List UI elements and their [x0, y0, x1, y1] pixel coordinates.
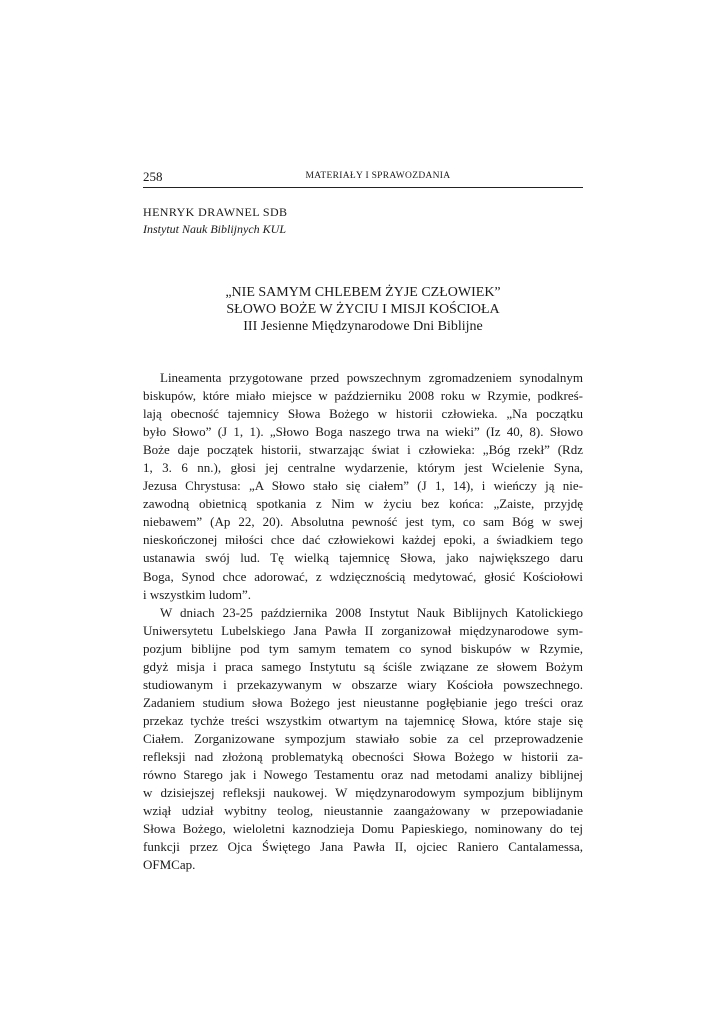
body-line: Boże daje początek historii, stwarzając świat i człowieka: „Bóg rzekł” (Rdz	[143, 442, 583, 458]
body-line: Słowa Bożego, wieloletni kaznodzieja Domu Papieskiego, nominowany do tej	[143, 821, 583, 837]
body-line: niebawem” (Ap 22, 20). Absolutna pewność jest tym, co sam Bóg w swej	[143, 514, 583, 530]
body-line: refleksji nad złożoną problematyką obecności Słowa Bożego w historii za-	[143, 748, 583, 764]
body-line: nieskończonej miłości chce dać człowiekowi każdej epoki, a świadkiem tego	[143, 532, 583, 548]
author-affiliation: Instytut Nauk Biblijnych KUL	[143, 222, 286, 236]
body-line: 1, 3. 6 nn.), głosi jej centralne wydarzenie, którym jest Wcielenie Syna,	[143, 460, 583, 476]
body-line: i wszystkim ludom”.	[143, 586, 251, 602]
title-line-2: SŁOWO BOŻE W ŻYCIU I MISJI KOŚCIOŁA	[226, 302, 500, 317]
article-body	[143, 369, 583, 874]
body-line: Lineamenta przygotowane przed powszechnym zgromadzeniem synodalnym	[160, 370, 583, 385]
body-line: lają obecność tajemnicy Słowa Bożego w historii człowieka. „Na początku	[143, 406, 583, 422]
body-line: w dzisiejszej refleksji naukowej. W międzynarodowym sympozjum biblijnym	[143, 785, 583, 801]
body-line: Zadaniem studium słowa Bożego jest nieustanne pogłębianie jego treści oraz	[143, 694, 583, 710]
body-line: zawodną obietnicą spotkania z Nim w życiu bez końca: „Zaiste, przyjdę	[143, 496, 583, 512]
running-head: MATERIAŁY I SPRAWOZDANIA	[305, 171, 451, 181]
body-line: W dniach 23-25 października 2008 Instytut Nauk Biblijnych Katolickiego	[160, 604, 583, 620]
body-line: Boga, Synod chce adorować, z wdzięcznością medytować, głosić Kościołowi	[143, 568, 583, 584]
title-subtitle: III Jesienne Międzynarodowe Dni Biblijne	[243, 319, 483, 334]
body-line: Uniwersytetu Lubelskiego Jana Pawła II zorganizował międzynarodowe sym-	[143, 622, 583, 638]
body-line: ustanawia swój lud. Tę wielką tajemnicę Słowa, jako największego daru	[143, 550, 583, 566]
body-line: równo Starego jak i Nowego Testamentu oraz nad metodami analizy biblijnej	[143, 767, 583, 783]
body-line: pozjum biblijne pod tym samym tematem co synod biskupów w Rzymie,	[143, 640, 583, 656]
body-line: Ciałem. Zorganizowane sympozjum stawiało sobie za cel przeprowadzenie	[143, 730, 583, 746]
title-line-1: „NIE SAMYM CHLEBEM ŻYJE CZŁOWIEK”	[225, 285, 501, 300]
body-line: funkcji przez Ojca Świętego Jana Pawła II, ojciec Raniero Cantalamessa,	[143, 839, 583, 855]
body-line: biskupów, które miało miejsce w październiku 2008 roku w Rzymie, podkreś-	[143, 388, 583, 404]
body-line: wziął udział wybitny teolog, nieustannie zaangażowany w przepowiadanie	[143, 803, 583, 819]
page-number: 258	[143, 169, 163, 184]
author-name: HENRYK DRAWNEL SDB	[143, 205, 288, 219]
body-line: gdyż misja i praca samego Instytutu są ściśle związane ze słowem Bożym	[143, 658, 583, 674]
page-header	[143, 167, 583, 188]
body-line: było Słowo” (J 1, 1). „Słowo Boga naszego trwa na wieki” (Iz 40, 8). Słowo	[143, 424, 583, 440]
article-title	[143, 284, 583, 335]
body-line: Jezusa Chrystusa: „A Słowo stało się ciałem” (J 1, 14), i wieńczy ją nie-	[143, 478, 583, 494]
body-line: studiowanym i przekazywanym w obszarze wiary Kościoła powszechnego.	[143, 676, 583, 692]
body-line: OFMCap.	[143, 857, 196, 873]
body-line: przekaz tychże treści wszystkim otwartym na tajemnicę Słowa, które staje się	[143, 712, 583, 728]
